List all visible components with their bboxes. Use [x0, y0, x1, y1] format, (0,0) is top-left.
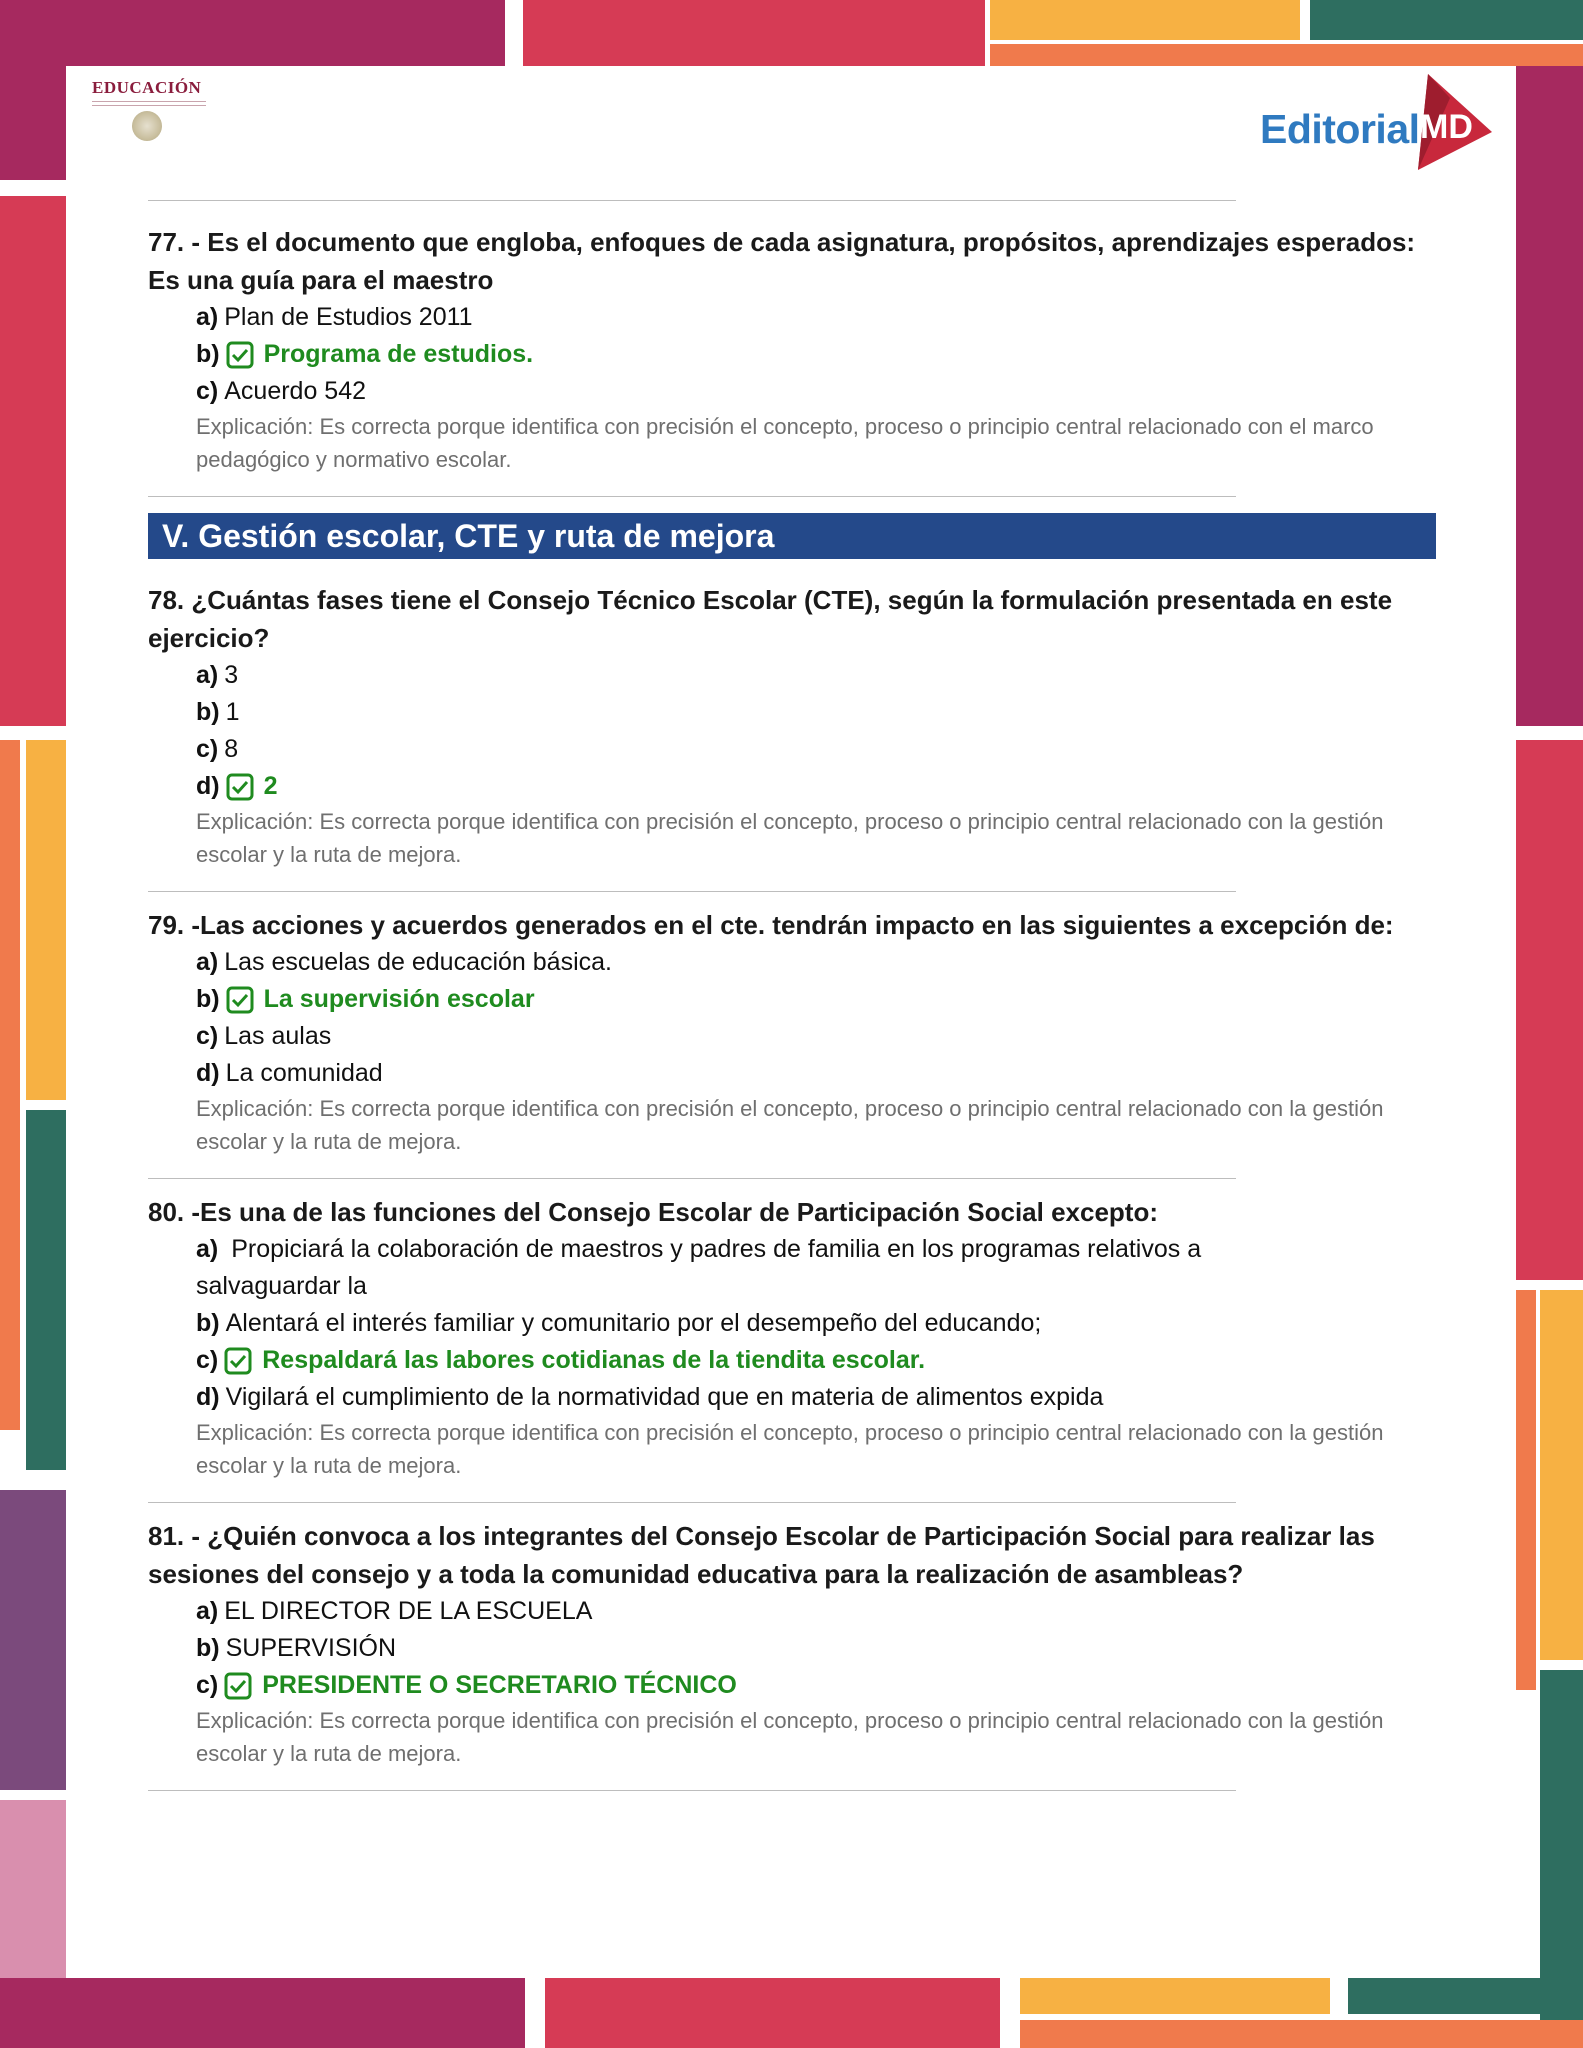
option-letter: c): [196, 1671, 219, 1699]
md-logo-mark-icon: [1410, 74, 1492, 170]
explanation-text: Explicación: Es correcta porque identifica con precisión el concepto, proceso o principio central relacionado con la gestión escolar y la ruta de mejora.: [196, 1708, 1384, 1766]
answer-option-correct: [196, 336, 1436, 373]
option-letter: d): [196, 772, 220, 800]
answer-option: [196, 731, 1436, 768]
explanation-text: Explicación: Es correcta porque identifica con precisión el concepto, proceso o principio central relacionado con la gestión escolar y la ruta de mejora.: [196, 1420, 1384, 1478]
question-text: 79. -Las acciones y acuerdos generados en el cte. tendrán impacto en las siguientes a excepción de:: [148, 910, 1394, 940]
divider: [148, 200, 1236, 201]
option-text: Las escuelas de educación básica.: [224, 948, 612, 976]
answer-option: [196, 1231, 1326, 1305]
option-text: Vigilará el cumplimiento de la normatividad que en materia de alimentos expida: [225, 1383, 1104, 1411]
option-text: 3: [224, 661, 239, 689]
option-text: La supervisión escolar: [263, 985, 535, 1013]
answer-option: [196, 373, 1436, 410]
divider: [148, 1502, 1236, 1503]
checkbox-checked-icon: [224, 1347, 252, 1375]
option-letter: d): [196, 1383, 220, 1411]
option-text: EL DIRECTOR DE LA ESCUELA: [224, 1597, 593, 1625]
option-text: Programa de estudios.: [263, 340, 534, 368]
question-block: [148, 906, 1436, 1158]
option-letter: b): [196, 1309, 220, 1337]
question-text: 77. - Es el documento que engloba, enfoques de cada asignatura, propósitos, aprendizajes esperados: Es una guía para el maestro: [148, 227, 1416, 295]
option-text: 2: [263, 772, 278, 800]
question-block: [148, 581, 1436, 871]
answer-option-correct: [196, 1667, 1436, 1704]
divider: [148, 1178, 1236, 1179]
option-letter: a): [196, 303, 219, 331]
answer-option: [196, 657, 1436, 694]
checkbox-checked-icon: [226, 773, 254, 801]
answer-option: [196, 1305, 1436, 1342]
divider: [148, 496, 1236, 497]
answer-option-correct: [196, 981, 1436, 1018]
option-letter: c): [196, 1022, 219, 1050]
option-letter: a): [196, 948, 219, 976]
answer-option-correct: [196, 1342, 1436, 1379]
option-letter: b): [196, 985, 220, 1013]
answer-option: [196, 1379, 1436, 1416]
answer-option: [196, 944, 1436, 981]
education-logo: [92, 78, 206, 141]
education-logo-text: EDUCACIÓN: [92, 78, 202, 97]
option-letter: b): [196, 698, 220, 726]
option-text: Alentará el interés familiar y comunitario por el desempeño del educando;: [225, 1309, 1042, 1337]
option-letter: a): [196, 661, 219, 689]
option-text: Propiciará la colaboración de maestros y padres de familia en los programas relativos a salvaguardar la: [196, 1235, 1202, 1300]
answer-option: [196, 1630, 1436, 1667]
divider: [148, 1790, 1236, 1791]
answer-option: [196, 1055, 1436, 1092]
explanation-text: Explicación: Es correcta porque identifica con precisión el concepto, proceso o principio central relacionado con la gestión escolar y la ruta de mejora.: [196, 809, 1384, 867]
education-logo-rule: [92, 101, 206, 106]
question-block: [148, 1193, 1436, 1482]
option-text: Las aulas: [224, 1022, 332, 1050]
option-text: La comunidad: [225, 1059, 383, 1087]
option-text: 8: [224, 735, 239, 763]
answer-option: [196, 1018, 1436, 1055]
section-header: V. Gestión escolar, CTE y ruta de mejora: [148, 513, 1436, 559]
question-block: [148, 223, 1436, 476]
document-content: [148, 200, 1436, 1791]
question-text: 80. -Es una de las funciones del Consejo Escolar de Participación Social excepto:: [148, 1197, 1158, 1227]
checkbox-checked-icon: [224, 1672, 252, 1700]
option-letter: a): [196, 1597, 219, 1625]
question-block: [148, 1517, 1436, 1770]
answer-option: [196, 1593, 1436, 1630]
option-text: Acuerdo 542: [224, 377, 367, 405]
option-letter: c): [196, 377, 219, 405]
answer-option: [196, 299, 1436, 336]
option-letter: b): [196, 340, 220, 368]
md-logo-letters: MD: [1420, 108, 1473, 146]
explanation-text: Explicación: Es correcta porque identifica con precisión el concepto, proceso o principio central relacionado con la gestión escolar y la ruta de mejora.: [196, 1096, 1384, 1154]
editorial-logo-word: Editorial: [1260, 106, 1420, 152]
option-text: Plan de Estudios 2011: [224, 303, 473, 331]
option-letter: c): [196, 1346, 219, 1374]
option-letter: c): [196, 735, 219, 763]
seal-icon: [132, 111, 162, 141]
option-text: Respaldará las labores cotidianas de la tiendita escolar.: [262, 1346, 926, 1374]
explanation-text: Explicación: Es correcta porque identifica con precisión el concepto, proceso o principio central relacionado con el marco pedagógico y normativo escolar.: [196, 414, 1374, 472]
option-text: SUPERVISIÓN: [225, 1634, 397, 1662]
answer-option-correct: [196, 768, 1436, 805]
editorial-md-logo: [1258, 74, 1490, 174]
option-letter: a): [196, 1235, 219, 1263]
option-letter: b): [196, 1634, 220, 1662]
divider: [148, 891, 1236, 892]
checkbox-checked-icon: [226, 341, 254, 369]
option-text: 1: [225, 698, 240, 726]
option-text: PRESIDENTE O SECRETARIO TÉCNICO: [262, 1671, 737, 1699]
option-letter: d): [196, 1059, 220, 1087]
question-text: 78. ¿Cuántas fases tiene el Consejo Técnico Escolar (CTE), según la formulación presentada en este ejercicio?: [148, 585, 1393, 653]
checkbox-checked-icon: [226, 986, 254, 1014]
question-text: 81. - ¿Quién convoca a los integrantes del Consejo Escolar de Participación Social para realizar las sesiones del consejo y a toda la comunidad educativa para la realización de asambleas?: [148, 1521, 1375, 1589]
answer-option: [196, 694, 1436, 731]
